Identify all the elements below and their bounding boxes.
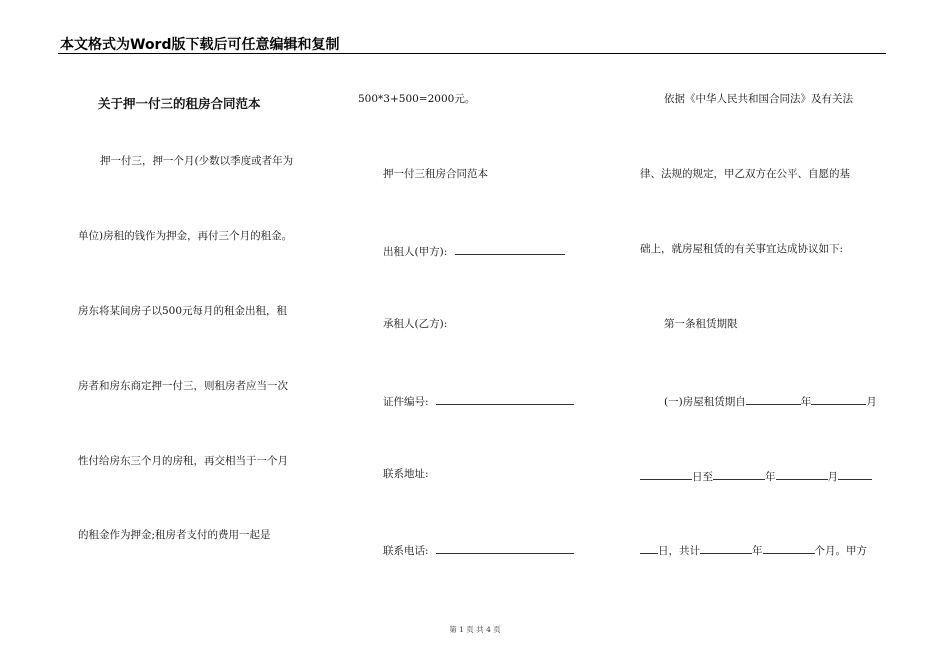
header-title: 本文格式为Word版下载后可任意编辑和复制 — [60, 37, 340, 53]
month-label: 月 — [827, 471, 838, 483]
id-number-label: 证件编号: — [383, 396, 429, 408]
phone-blank — [436, 543, 574, 554]
month-label: 月 — [866, 396, 877, 408]
body-line-1: 押一付三，押一个月(少数以季度或者年为 — [100, 155, 294, 167]
months-party-label: 个月。甲方 — [814, 545, 867, 557]
law-line-3: 础上，就房屋租赁的有关事宜达成协议如下: — [640, 243, 844, 255]
body-line-6: 的租金作为押金;租房者支付的费用一起是 — [78, 529, 271, 541]
lessor-field — [383, 244, 565, 258]
address-field — [383, 469, 429, 480]
blank — [746, 394, 801, 405]
lessee-field — [383, 319, 447, 330]
year-label: 年 — [800, 396, 812, 408]
body-line-3: 房东将某间房子以500元每月的租金出租，租 — [78, 305, 288, 317]
article-1-heading: 第一条租赁期限 — [664, 318, 738, 330]
header-divider — [58, 53, 886, 54]
blank — [763, 543, 815, 554]
law-line-2: 律、法规的规定，甲乙双方在公平、自愿的基 — [640, 168, 850, 180]
body-line-5: 性付给房东三个月的房租，再交相当于一个月 — [78, 455, 288, 467]
term-start-label: (一)房屋租赁期自 — [664, 396, 746, 408]
term-line-3 — [640, 543, 867, 557]
page-number: 第 1 页 共 4 页 — [449, 625, 501, 634]
blank — [700, 543, 752, 554]
id-number-field — [383, 394, 574, 408]
lessee-label: 承租人(乙方): — [383, 318, 448, 330]
body-line-4: 房者和房东商定押一付三，则租房者应当一次 — [78, 380, 288, 392]
phone-label: 联系电话: — [383, 545, 429, 557]
phone-field — [383, 543, 574, 557]
blank — [713, 469, 765, 480]
term-line-1 — [664, 394, 877, 408]
year-label: 年 — [752, 545, 763, 557]
lessor-label: 出租人(甲方): — [383, 246, 448, 258]
contract-subtitle: 押一付三租房合同范本 — [383, 168, 488, 180]
year-label: 年 — [765, 471, 776, 483]
blank — [640, 469, 692, 480]
law-line-1: 依据《中华人民共和国合同法》及有关法 — [664, 93, 853, 105]
address-label: 联系地址: — [383, 468, 429, 480]
day-to-label: 日至 — [692, 471, 713, 483]
blank — [838, 469, 872, 480]
blank — [640, 543, 658, 554]
blank — [776, 469, 828, 480]
body-line-2: 单位)房租的钱作为押金，再付三个月的租金。 — [78, 230, 293, 242]
id-number-blank — [436, 394, 574, 405]
calc-line: 500*3+500=2000元。 — [358, 93, 476, 105]
lessor-blank — [455, 244, 565, 255]
document-title: 关于押一付三的租房合同范本 — [98, 96, 261, 111]
day-total-label: 日，共计 — [658, 545, 700, 557]
blank — [811, 394, 866, 405]
term-line-2 — [640, 469, 872, 483]
